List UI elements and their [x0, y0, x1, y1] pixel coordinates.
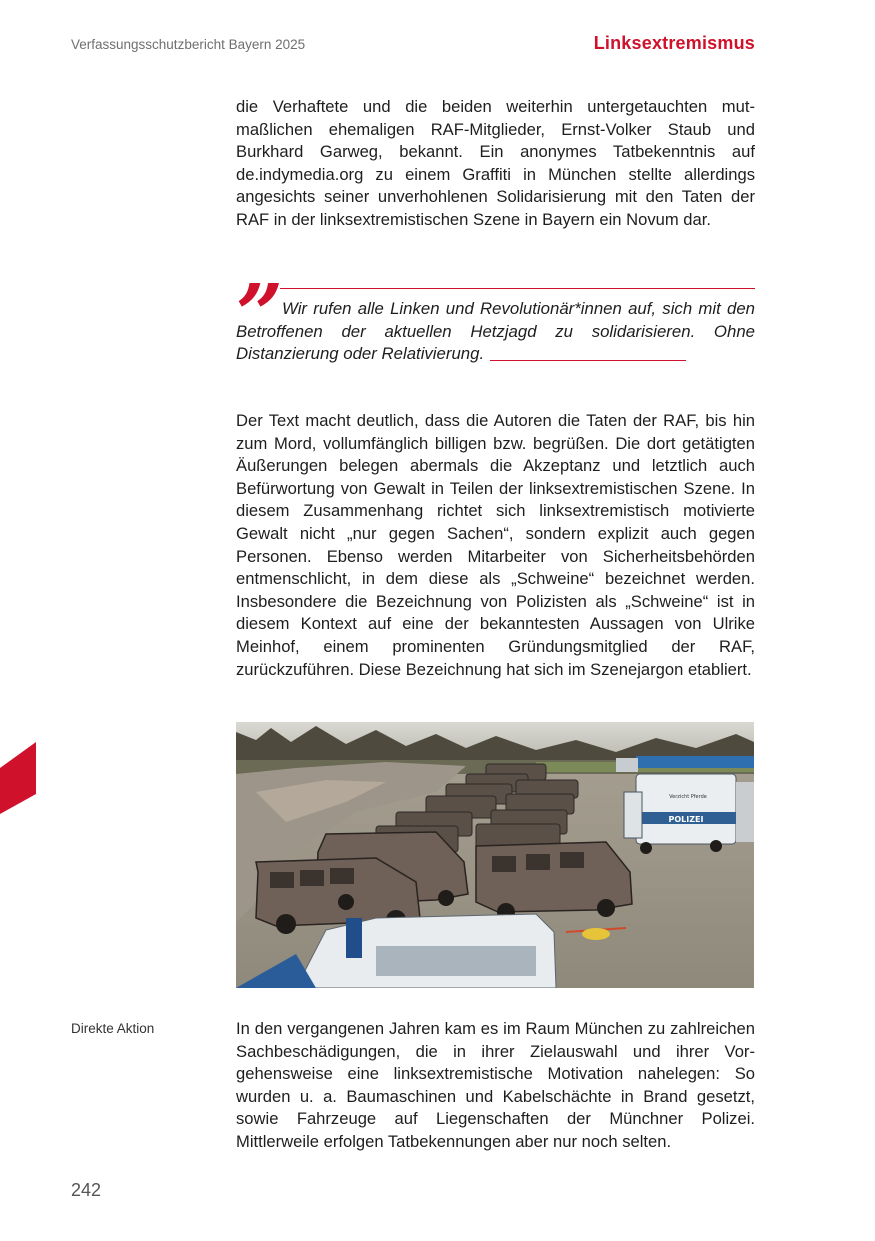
body-paragraph-1: die Verhaftete und die beiden weiterhin untergetauchten mutmaßlichen ehemaligen RAF-Mitglieder, Ernst-Volker Staub und Burkhard Garweg, bekannt. Ein anonymes Tatbekenntnis auf de.indymedia.org zu einem Graffiti in München stellte allerdings angesichts seiner unverhohlenen Solidarisierung mit den Taten der RAF in der linksextremistischen Szene in Bayern ein Novum dar.: [236, 97, 755, 229]
page-number: 242: [71, 1180, 102, 1200]
quote-rule-top: [280, 288, 755, 289]
pull-quote: [236, 267, 755, 370]
van-police-label: POLIZEI: [668, 815, 704, 824]
burned-vehicles-photo: [236, 722, 754, 988]
section-side-tab: [0, 742, 36, 814]
van-sign-text: Verzicht Pferde: [669, 794, 707, 800]
margin-note: Direkte Aktion: [71, 1021, 155, 1036]
quote-text: Wir rufen alle Linken und Revolutionär*innen auf, sich mit den Betroffenen der aktuellen Hetzjagd zu solidarisieren. Ohne Distanzierung oder Relativierung.: [236, 299, 755, 364]
quote-mark-icon: ”: [236, 267, 284, 363]
quote-text-block: [236, 298, 755, 366]
body-paragraph-3: In den vergangenen Jahren kam es im Raum München zu zahlreichen Sachbeschädigungen, die in ihrer Zielauswahl und ihrer Vorgehensweise eine linksextremistische Motivation nahelegen: So wurden u. a. Baumaschinen und Kabelschächte in Brand gesetzt, sowie Fahrzeuge auf Liegenschaften der Münchner Polizei. Mittlerweile erfolgen Tatbekennungen aber nur noch selten.: [236, 1019, 755, 1151]
quote-rule-end: [490, 360, 686, 361]
running-header-section: Linksextremismus: [593, 33, 755, 53]
body-paragraph-2: Der Text macht deutlich, dass die Autoren die Taten der RAF, bis hin zum Mord, vollumfänglich billigen bzw. begrüßen. Die dort getätigten Äußerungen belegen abermals die Akzeptanz und letztlich auch Befürwortung von Gewalt in Teilen der linksextremistischen Szene. In diesem Zusammenhang richtet sich linksextremistisch motivierte Gewalt nicht „nur gegen Sachen“, sondern explizit auch gegen Personen. Ebenso werden Mitarbeiter von Sicherheitsbehörden entmenschlicht, in dem diese als „Schweine“ bezeichnet werden. Insbesondere die Bezeichnung von Polizisten als „Schweine“ ist in diesem Kontext auf eine der bekanntesten Aussagen von Ulrike Meinhof, einem prominenten Gründungsmitglied der RAF, zurückzuführen. Diese Bezeichnung hat sich im Szenejargon etabliert.: [236, 411, 755, 679]
running-header-title: Verfassungsschutzbericht Bayern 2025: [71, 37, 306, 52]
